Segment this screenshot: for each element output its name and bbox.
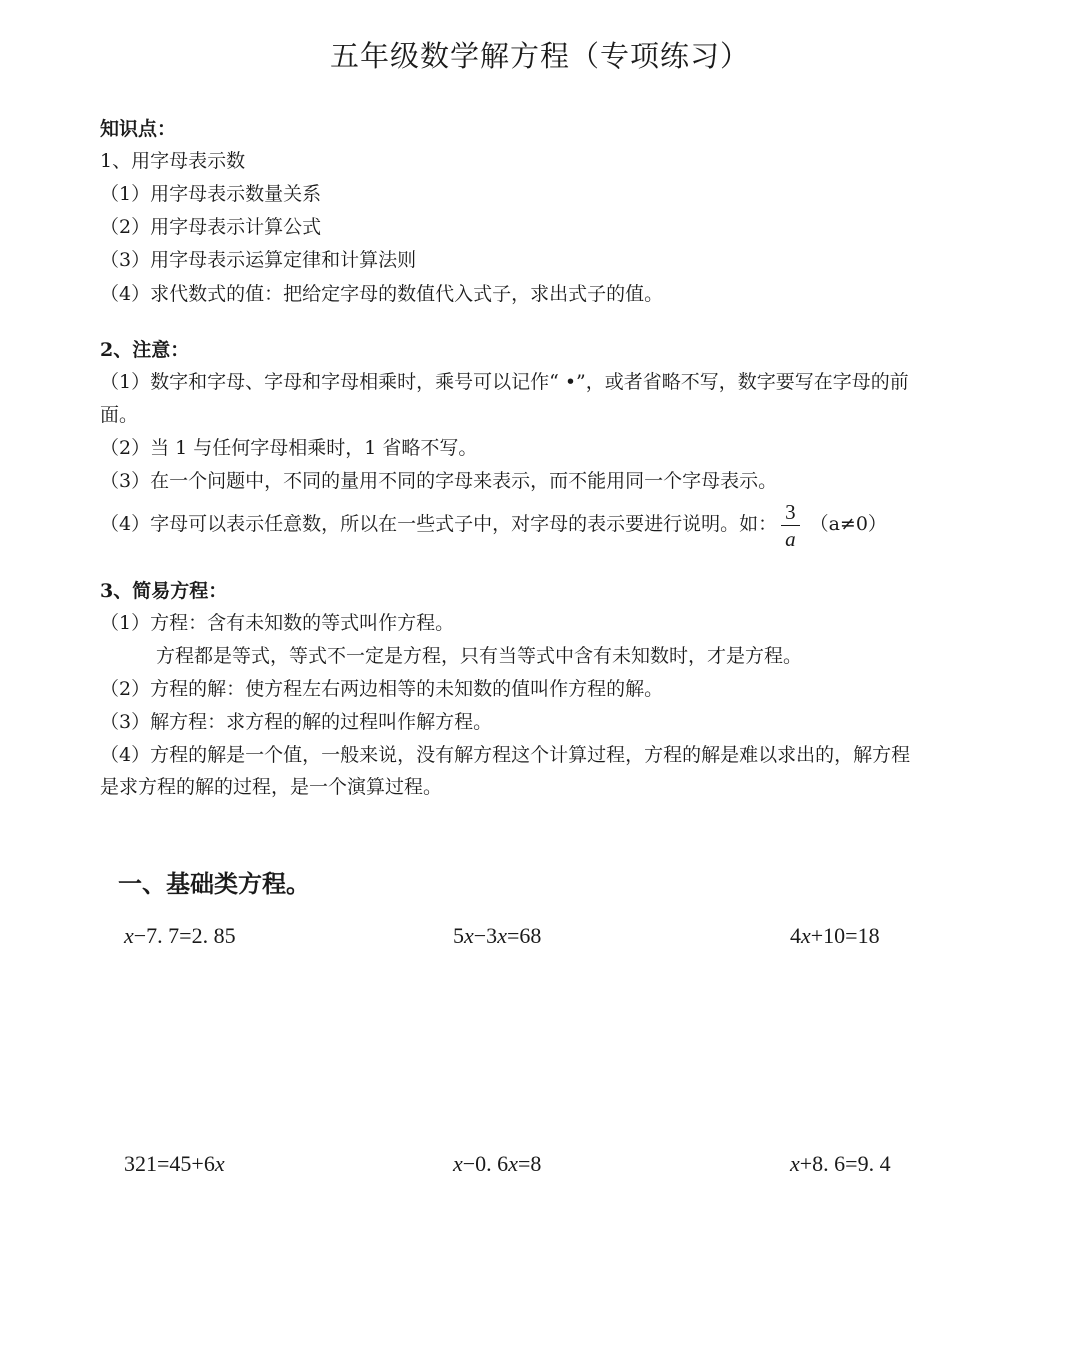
eq-variable: x xyxy=(453,1151,463,1176)
section1-item-1: （1）用字母表示数量关系 xyxy=(100,183,322,205)
section1-heading: 1、用字母表示数 xyxy=(100,150,246,172)
eq-part: +8. 6=9. 4 xyxy=(799,1151,891,1176)
fraction-numerator: 3 xyxy=(781,501,800,526)
eq-variable: x xyxy=(214,1151,225,1176)
knowledge-heading: 知识点： xyxy=(100,118,177,140)
section2-item-3: （3）在一个问题中，不同的量用不同的字母来表示，而不能用同一个字母表示。 xyxy=(100,470,778,492)
eq-part: −3 xyxy=(473,923,498,948)
eq-part: −0. 6 xyxy=(462,1151,509,1176)
section2-item-1-line-1: （1）数字和字母、字母和字母相乘时，乘号可以记作“ •”，或者省略不写，数字要写在字母的前 xyxy=(100,371,909,393)
equation-4 xyxy=(124,1151,225,1177)
section2-item-2: （2）当 1 与任何字母相乘时，1 省略不写。 xyxy=(100,437,478,459)
equation-5 xyxy=(453,1151,541,1177)
equation-6 xyxy=(790,1151,891,1177)
fraction-denominator: a xyxy=(785,526,796,551)
eq-part: 5 xyxy=(453,923,464,948)
eq-variable: x xyxy=(497,923,507,948)
fraction-3-over-a xyxy=(781,501,800,550)
fraction-condition: （a≠0） xyxy=(809,513,887,535)
eq-variable: x xyxy=(124,923,134,948)
section2-heading: 2、注意： xyxy=(100,339,190,361)
eq-part: 4 xyxy=(790,923,801,948)
eq-part: =8 xyxy=(517,1151,542,1176)
section1-item-2: （2）用字母表示计算公式 xyxy=(100,216,322,238)
section2-item-4-text: （4）字母可以表示任意数，所以在一些式子中，对字母的表示要进行说明。如： xyxy=(100,513,778,535)
eq-variable: x xyxy=(508,1151,518,1176)
section3-item-3: （3）解方程：求方程的解的过程叫作解方程。 xyxy=(100,711,493,733)
section3-item-1: （1）方程：含有未知数的等式叫作方程。 xyxy=(100,612,455,634)
eq-variable: x xyxy=(801,923,811,948)
section2-item-4 xyxy=(100,500,887,550)
section3-item-4-line-2: 是求方程的解的过程，是一个演算过程。 xyxy=(100,776,443,798)
section1-item-3: （3）用字母表示运算定律和计算法则 xyxy=(100,249,417,271)
section3-item-2: （2）方程的解：使方程左右两边相等的未知数的值叫作方程的解。 xyxy=(100,678,664,700)
eq-part: 321=45+6 xyxy=(124,1151,215,1176)
page-title: 五年级数学解方程（专项练习） xyxy=(329,39,750,73)
equation-1 xyxy=(124,923,236,949)
section3-heading: 3、简易方程： xyxy=(100,580,228,602)
exercise-heading: 一、基础类方程。 xyxy=(118,870,310,898)
eq-part: =68 xyxy=(506,923,542,948)
eq-part: −7. 7=2. 85 xyxy=(133,923,236,948)
section3-item-1-sub: 方程都是等式，等式不一定是方程，只有当等式中含有未知数时，才是方程。 xyxy=(156,645,803,667)
eq-variable: x xyxy=(464,923,474,948)
section2-item-1-line-2: 面。 xyxy=(100,404,139,426)
equation-3 xyxy=(790,923,880,949)
eq-variable: x xyxy=(790,1151,800,1176)
section3-item-4-line-1: （4）方程的解是一个值，一般来说，没有解方程这个计算过程，方程的解是难以求出的，解方程 xyxy=(100,744,911,766)
eq-part: +10=18 xyxy=(810,923,880,948)
section1-item-4: （4）求代数式的值：把给定字母的数值代入式子，求出式子的值。 xyxy=(100,283,664,305)
equation-2 xyxy=(453,923,541,949)
